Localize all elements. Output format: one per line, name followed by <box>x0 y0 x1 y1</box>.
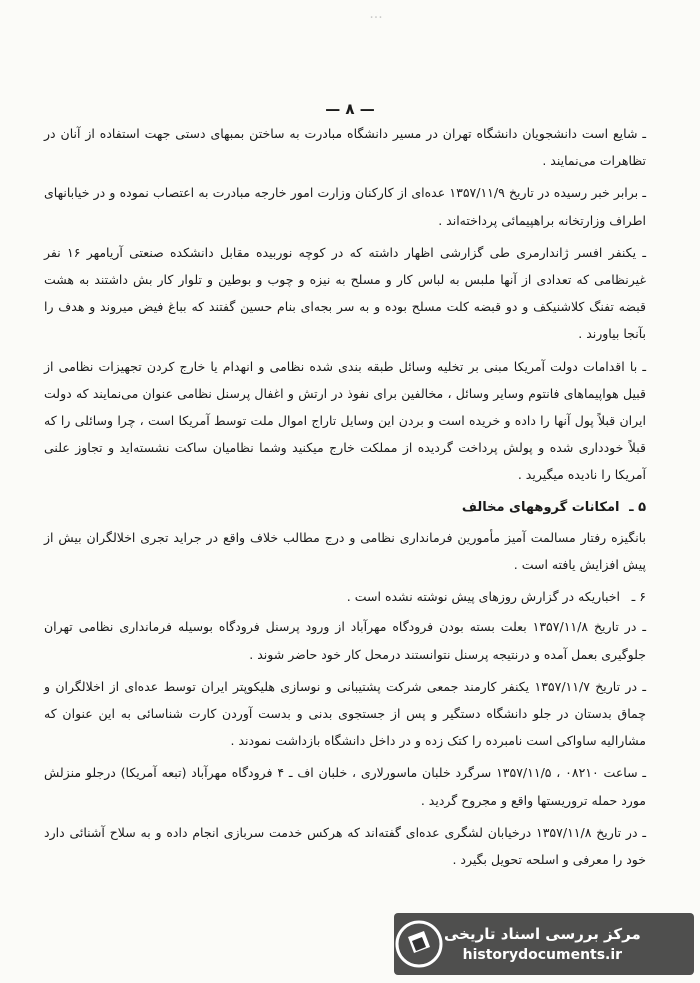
paragraph-students-bombs: ـ شایع است دانشجویان دانشگاه تهران در مسیر دانشگاه مبادرت به ساختن بمبهای دستی جهت استفاده از آنان در تظاهرات می‌نمایند . <box>44 126 646 169</box>
section-5-number: ۵ ـ <box>629 499 646 515</box>
watermark-title: مرکز بررسی اسناد تاریخی <box>444 925 641 943</box>
page-number: — ۸ — <box>325 100 375 118</box>
archive-logo-icon <box>394 919 444 969</box>
section-5-title: امکانات گروههای مخالف <box>461 499 620 515</box>
watermark-text <box>444 923 641 965</box>
section-6-heading <box>44 583 646 610</box>
watermark-banner <box>394 913 694 975</box>
paragraph-employee-detained: ـ در تاریخ ۱۳۵۷/۱۱/۷ یکنفر کارمند جمعی شرکت پشتیبانی و نوسازی هلیکوپتر ایران توسط عده‌ای از اخلالگران و چماق بدستان در جلو دانشگاه دستگیر و پس از جستجوی بدنی و بدست آوردن کارت شناسائی به این عنوان که مشارالیه ساواکی است نامبرده را کتک زده و در داخل دانشگاه بازداشت نمودند . <box>44 678 646 749</box>
paragraph-airport-closed: ـ در تاریخ ۱۳۵۷/۱۱/۸ بعلت بسته بودن فرودگاه مهرآباد از ورود پرسنل فرودگاه بوسیله فرمانداری نظامی تهران جلوگیری بعمل آمده و درنتیجه پرسنل نتوانستند درمحل کار خود حاضر شوند . <box>44 619 647 662</box>
top-stamp-mark: ... <box>369 6 383 22</box>
paragraph-weapons-distribution: ـ در تاریخ ۱۳۵۷/۱۱/۸ درخیابان لشگری عده‌ای گفته‌اند که هرکس خدمت سربازی انجام داده و به سلاح آشنائی دارد خود را معرفی و اسلحه تحویل بگیرد . <box>44 824 646 868</box>
watermark-url: historydocuments.ir <box>462 947 623 963</box>
paragraph-gendarmerie-report: ـ یکنفر افسر ژاندارمری طی گزارشی اظهار داشته که در کوچه نوربیده مقابل دانشکده صنعتی آریامهر ۱۶ نفر غیرنظامی که تعدادی از آنها ملبس به لباس کار و مسلح به نیزه و چوب و بوطین و تلوار کار بش داشتند به هشت قبضه تفنگ کلاشنیکف و دو قبضه کلت مسلح بوده و به سر بجه‌ای بنام حسین گفتند که بباغ فیض میروند و هدف را بآنجا بیاورند . <box>44 244 646 342</box>
section-5-heading <box>44 494 646 521</box>
paragraph-pilot-attacked: ـ ساعت ۰۸۲۱۰ ، ۱۳۵۷/۱۱/۵ سرگرد خلبان ماسورلاری ، خلبان اف ـ ۴ فرودگاه مهرآباد (تبعه آمریکا) درجلو منزلش مورد حمله تروریستها واقع و مجروح گردید . <box>44 765 647 808</box>
paragraph-foreign-ministry-strike: ـ برابر خبر رسیده در تاریخ ۱۳۵۷/۱۱/۹ عده‌ای از کارکنان وزارت امور خارجه مبادرت به اعتصاب نموده و در خیابانهای اطراف وزارتخانه براهپیمائی پرداخته‌اند . <box>44 185 646 228</box>
section-6-title: اخباریکه در گزارش روزهای پیش نوشته نشده است . <box>346 589 621 605</box>
document-body <box>44 120 646 878</box>
section-6-number: ۶ ـ <box>631 589 646 605</box>
paragraph-us-equipment: ـ با اقدامات دولت آمریکا مبنی بر تخلیه وسائل طبقه بندی شده نظامی و انهدام یا خارج کردن تجهیزات نظامی از قبیل هواپیماهای فانتوم وسایر وسائل ، مخالفین برای نفوذ در ارتش و اغفال پرسنل نظامی عنوان می‌نمایند که دولت ایران قبلاً پول آنها را داده و خریده است و بردن این وسایل تاراج اموال ملت توسط آمریکا است ، چرا وسائلی را که قبلاً خودداری شده و پولش پرداخت گردیده از مملکت خارج میکنید وشما نظامیان ساکت نشسته‌اید و تجاوز علنی آمریکا را نادیده میگیرید . <box>44 358 646 483</box>
section-5-text: بانگیزه رفتار مسالمت آمیز مأمورین فرمانداری نظامی و درج مطالب خلاف واقع در جراید تجری اخلالگران بیش از پیش افزایش یافته است . <box>44 529 646 573</box>
